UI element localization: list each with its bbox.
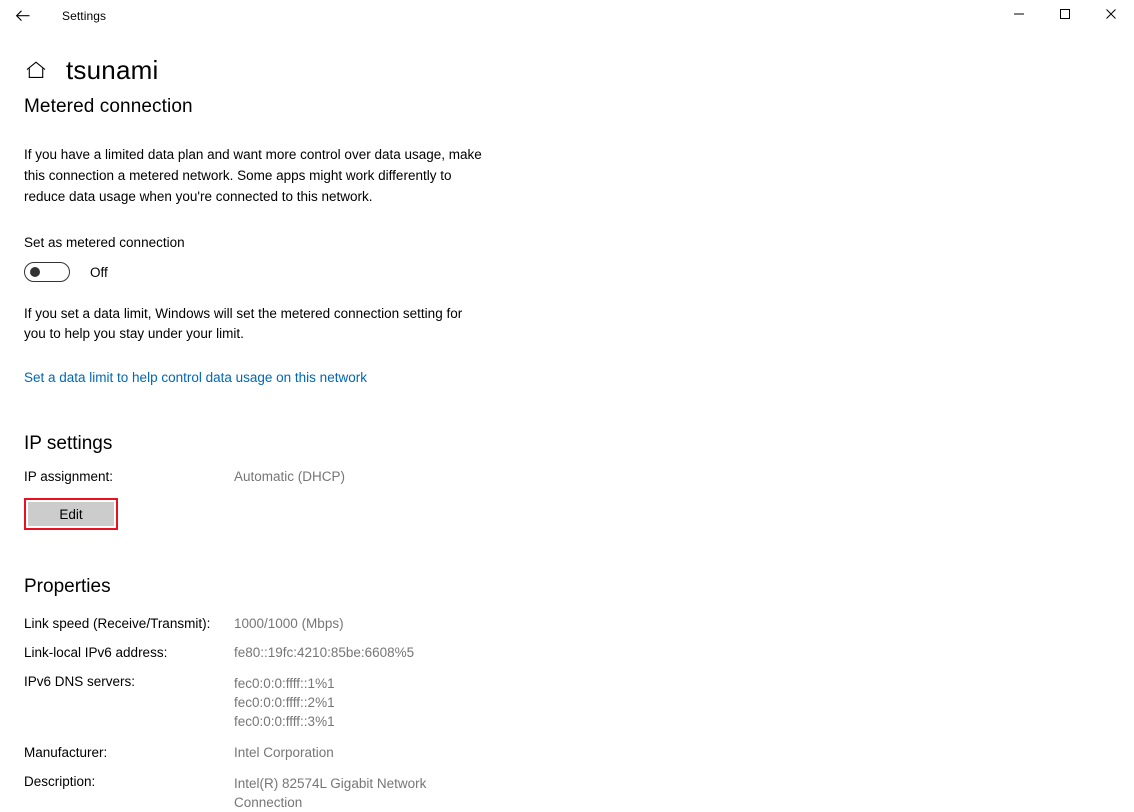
device-name: tsunami [66, 54, 159, 85]
arrow-left-icon [15, 8, 31, 24]
table-row [24, 645, 1134, 660]
ip-settings-title: IP settings [24, 433, 113, 454]
minimize-icon [1013, 7, 1025, 25]
window-title: Settings [62, 9, 107, 23]
window-title-bar [0, 0, 1134, 32]
close-icon [1105, 7, 1117, 25]
home-icon[interactable] [24, 58, 48, 82]
property-value: 1000/1000 (Mbps) [234, 616, 344, 631]
metered-toggle-state: Off [90, 264, 108, 280]
property-key: Description: [24, 774, 96, 789]
property-value: fec0:0:0:ffff::2%1 [234, 695, 335, 710]
maximize-button[interactable] [1042, 0, 1088, 32]
property-value: Intel(R) 82574L Gigabit Network [234, 776, 427, 791]
property-key: IPv6 DNS servers: [24, 674, 136, 689]
ip-assignment-value: Automatic (DHCP) [234, 469, 346, 484]
properties-list [24, 616, 1134, 812]
property-key: Manufacturer: [24, 745, 108, 760]
page-title: Metered connection [24, 96, 193, 117]
ip-assignment-row [24, 469, 1134, 484]
property-value: fec0:0:0:ffff::1%1 [234, 676, 335, 691]
property-value: Intel Corporation [234, 745, 334, 760]
metered-description: If you have a limited data plan and want more control over data usage, make this connection a metered network. Some apps might work differently to reduce data usage when you're connected to this network. [24, 147, 482, 204]
metered-note: If you set a data limit, Windows will set the metered connection setting for you to help you stay under your limit. [24, 306, 463, 341]
table-row [24, 774, 1134, 812]
page-header [24, 52, 1134, 88]
metered-toggle-label: Set as metered connection [24, 235, 185, 250]
metered-toggle[interactable] [24, 262, 70, 282]
edit-button-wrapper [24, 498, 118, 530]
properties-title: Properties [24, 576, 111, 597]
ip-assignment-label: IP assignment: [24, 469, 114, 484]
property-value: fec0:0:0:ffff::3%1 [234, 714, 335, 729]
back-button[interactable] [0, 0, 46, 32]
metered-toggle-row [24, 262, 1134, 282]
data-limit-link[interactable]: Set a data limit to help control data usage on this network [24, 370, 367, 385]
table-row [24, 616, 1134, 631]
table-row [24, 745, 1134, 760]
maximize-icon [1059, 7, 1071, 25]
property-value-group [234, 674, 335, 731]
property-value-group [234, 774, 426, 812]
property-value: fe80::19fc:4210:85be:6608%5 [234, 645, 415, 660]
edit-button[interactable]: Edit [28, 502, 114, 526]
property-key: Link-local IPv6 address: [24, 645, 168, 660]
settings-page [0, 32, 1134, 812]
property-value: Connection [234, 795, 303, 810]
minimize-button[interactable] [996, 0, 1042, 32]
toggle-knob [30, 267, 40, 277]
table-row [24, 674, 1134, 731]
close-button[interactable] [1088, 0, 1134, 32]
window-controls [996, 0, 1134, 32]
property-key: Link speed (Receive/Transmit): [24, 616, 211, 631]
